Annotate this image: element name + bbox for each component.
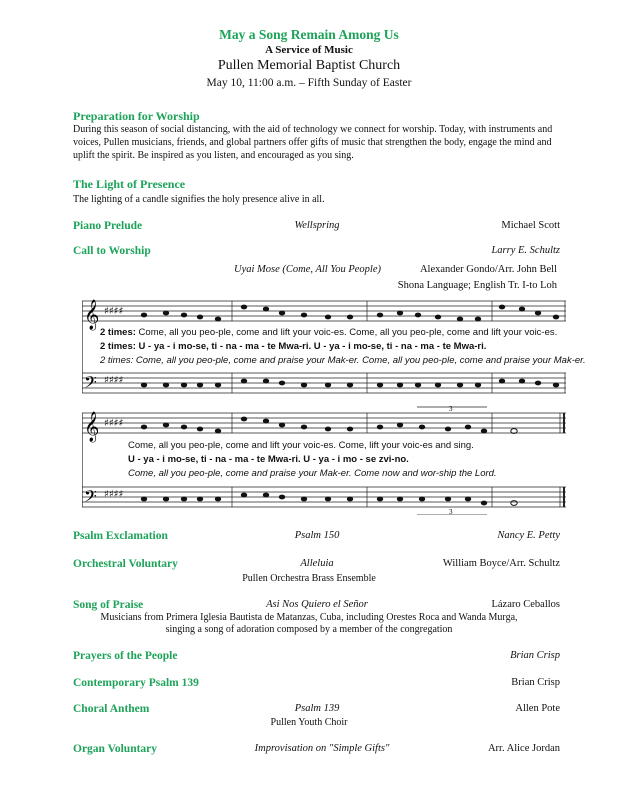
lyric-s1-line1: 2 times: Come, all you peo-ple, come and lift your voic-es. Come, all you peo-ple, come and lift your voic-es.: [100, 327, 558, 338]
hymn-credit: Alexander Gondo/Arr. John Bell: [419, 264, 557, 275]
prelude-row: [73, 220, 560, 236]
page-title: May a Song Remain Among Us: [219, 27, 399, 42]
call-credit: Larry E. Schultz: [491, 245, 560, 256]
organ-credit: Arr. Alice Jordan: [487, 743, 560, 754]
psalm-exclamation-row: [73, 530, 560, 546]
anthem-label: Choral Anthem: [73, 703, 150, 715]
song-praise-label: Song of Praise: [73, 599, 144, 611]
orchestral-credit: William Boyce/Arr. Schultz: [442, 558, 560, 569]
svg-text:♯♯♯♯: ♯♯♯♯: [104, 375, 124, 386]
prayers-credit: Brian Crisp: [510, 650, 560, 661]
psalm-exclamation-credit: Nancy E. Petty: [497, 530, 560, 541]
call-label: Call to Worship: [73, 245, 151, 257]
anthem-credit: Allen Pote: [515, 703, 560, 714]
lyric-s1-line2: 2 times: U - ya - i mo-se, ti - na - ma - te Mwa-ri. U - ya - i mo-se, ti - na - ma - te Mwa-ri.: [100, 341, 487, 352]
psalm-exclamation-title: Psalm 150: [294, 530, 340, 541]
prelude-label: Piano Prelude: [73, 220, 143, 232]
prelude-title: Wellspring: [294, 220, 340, 231]
anthem-note: Pullen Youth Choir: [270, 717, 348, 728]
lyric-s1-prefix: 2 times:: [100, 327, 136, 338]
organ-title: Improvisation on "Simple Gifts": [254, 743, 390, 754]
svg-text:♯♯♯♯: ♯♯♯♯: [104, 306, 124, 317]
organ-row: [73, 743, 560, 759]
call-row: [73, 245, 560, 261]
preparation-text: During this season of social distancing, with the aid of technology we connect for worship. Today, with instruments and voices, Pullen musicians, friends, and global partners offer gifts of music that strengthen the body, engage the mind and uplift the spirit. Be inspired as you listen, and encouraged as you sing.: [73, 124, 553, 161]
prayers-label: Prayers of the People: [73, 650, 178, 662]
orchestral-note: Pullen Orchestra Brass Ensemble: [242, 573, 376, 584]
svg-text:♯♯♯♯: ♯♯♯♯: [104, 418, 124, 429]
lyric-s1-line3: 2 times: Come, all you peo-ple, come and praise your Mak-er. Come, all you peo-ple, come and praise your Mak-er.: [100, 355, 586, 366]
song-praise-note2: singing a song of adoration composed by a member of the congregation: [165, 624, 453, 635]
svg-text:𝄢: 𝄢: [84, 486, 97, 510]
orchestral-title: Alleluia: [300, 558, 334, 569]
orchestral-row: [73, 558, 560, 574]
hymn-note: Shona Language; English Tr. I-to Loh: [397, 280, 557, 291]
contemporary-label: Contemporary Psalm 139: [73, 677, 199, 689]
church-name: Pullen Memorial Baptist Church: [217, 58, 401, 73]
svg-text:𝄢: 𝄢: [84, 372, 97, 395]
svg-text:𝄞: 𝄞: [84, 412, 100, 442]
service-date: May 10, 11:00 a.m. – Fifth Sunday of Easter: [206, 77, 412, 89]
light-heading: The Light of Presence: [73, 177, 186, 191]
lyric-s2-line1: Come, all you peo-ple, come and lift your voic-es. Come, lift your voic-es and sing.: [128, 440, 474, 451]
prelude-credit: Michael Scott: [501, 220, 560, 231]
triplet-mark: 3: [449, 405, 453, 413]
svg-text:♯♯♯♯: ♯♯♯♯: [104, 489, 124, 500]
lyric-s2-line3: Come, all you peo-ple, come and praise your Mak-er. Come now and wor-ship the Lord.: [128, 468, 497, 479]
prayers-row: [73, 650, 560, 666]
psalm-exclamation-label: Psalm Exclamation: [73, 530, 168, 542]
lyric-s2-line2: U - ya - i mo-se, ti - na - ma - te Mwa-ri. U - ya - i mo - se zvi-no.: [128, 454, 409, 465]
song-praise-note1: Musicians from Primera Iglesia Bautista de Matanzas, Cuba, including Orestes Roca and Wanda Murga,: [100, 612, 518, 623]
orchestral-label: Orchestral Voluntary: [73, 558, 178, 570]
page-subtitle: A Service of Music: [265, 44, 353, 56]
song-praise-title: Asi Nos Quiero el Señor: [266, 599, 368, 610]
light-text: The lighting of a candle signifies the holy presence alive in all.: [73, 194, 325, 205]
preparation-heading: Preparation for Worship: [73, 109, 200, 123]
organ-label: Organ Voluntary: [73, 743, 158, 755]
svg-text:3: 3: [449, 508, 453, 515]
svg-text:𝄞: 𝄞: [84, 300, 100, 330]
contemporary-row: [73, 677, 560, 693]
contemporary-credit: Brian Crisp: [511, 677, 560, 688]
song-praise-credit: Lázaro Ceballos: [491, 599, 560, 610]
anthem-title: Psalm 139: [294, 703, 340, 714]
hymn-title: Uyai Mose (Come, All You People): [234, 264, 381, 275]
